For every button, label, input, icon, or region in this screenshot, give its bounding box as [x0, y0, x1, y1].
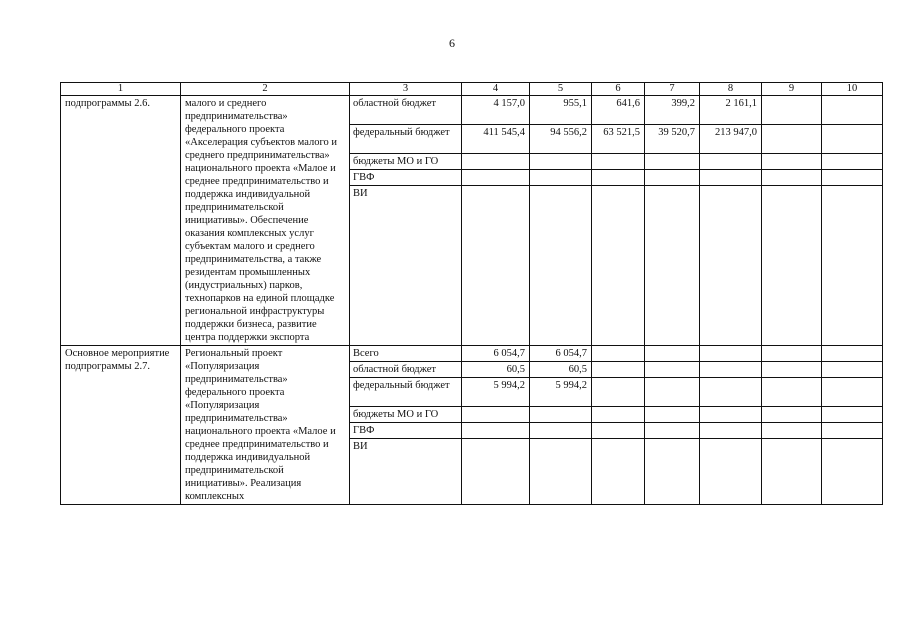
- value-cell: 6 054,7: [530, 346, 592, 362]
- value-cell: [530, 170, 592, 186]
- value-cell: 955,1: [530, 96, 592, 125]
- value-cell: [645, 170, 700, 186]
- column-header: 10: [822, 83, 883, 96]
- value-cell: [645, 378, 700, 407]
- value-cell: [592, 154, 645, 170]
- value-cell: 60,5: [462, 362, 530, 378]
- value-cell: 5 994,2: [530, 378, 592, 407]
- value-cell: 6 054,7: [462, 346, 530, 362]
- value-cell: 2 161,1: [700, 96, 762, 125]
- value-cell: [645, 423, 700, 439]
- value-cell: [762, 96, 822, 125]
- value-cell: [592, 362, 645, 378]
- value-cell: 5 994,2: [462, 378, 530, 407]
- value-cell: [700, 439, 762, 505]
- source-cell: Всего: [350, 346, 462, 362]
- value-cell: [762, 346, 822, 362]
- value-cell: [462, 439, 530, 505]
- value-cell: [645, 362, 700, 378]
- source-cell: ГВФ: [350, 423, 462, 439]
- value-cell: [462, 170, 530, 186]
- page-number: 6: [449, 36, 455, 50]
- table-row: [61, 96, 883, 125]
- column-header: 7: [645, 83, 700, 96]
- table-row: [61, 346, 883, 362]
- value-cell: [700, 170, 762, 186]
- value-cell: [592, 423, 645, 439]
- column-header: 5: [530, 83, 592, 96]
- value-cell: [762, 362, 822, 378]
- value-cell: [762, 154, 822, 170]
- value-cell: [700, 423, 762, 439]
- value-cell: [645, 407, 700, 423]
- value-cell: [592, 346, 645, 362]
- source-cell: бюджеты МО и ГО: [350, 154, 462, 170]
- value-cell: [592, 439, 645, 505]
- value-cell: [700, 362, 762, 378]
- value-cell: [822, 154, 883, 170]
- value-cell: [530, 439, 592, 505]
- value-cell: [822, 439, 883, 505]
- value-cell: [822, 423, 883, 439]
- value-cell: [762, 125, 822, 154]
- value-cell: [700, 407, 762, 423]
- source-cell: федеральный бюджет: [350, 378, 462, 407]
- source-cell: ВИ: [350, 439, 462, 505]
- value-cell: [762, 378, 822, 407]
- source-cell: областной бюджет: [350, 96, 462, 125]
- source-cell: ГВФ: [350, 170, 462, 186]
- source-cell: бюджеты МО и ГО: [350, 407, 462, 423]
- value-cell: 213 947,0: [700, 125, 762, 154]
- value-cell: 94 556,2: [530, 125, 592, 154]
- value-cell: [700, 378, 762, 407]
- program-cell: Основное мероприятие подпрограммы 2.7.: [61, 346, 181, 505]
- source-cell: федеральный бюджет: [350, 125, 462, 154]
- value-cell: [592, 407, 645, 423]
- column-header: 1: [61, 83, 181, 96]
- value-cell: [592, 170, 645, 186]
- value-cell: [762, 170, 822, 186]
- value-cell: [645, 439, 700, 505]
- value-cell: [822, 170, 883, 186]
- value-cell: 411 545,4: [462, 125, 530, 154]
- value-cell: 399,2: [645, 96, 700, 125]
- value-cell: [592, 378, 645, 407]
- value-cell: [822, 125, 883, 154]
- value-cell: [530, 423, 592, 439]
- value-cell: [822, 96, 883, 125]
- value-cell: [530, 154, 592, 170]
- value-cell: [645, 346, 700, 362]
- value-cell: [700, 346, 762, 362]
- budget-table: [60, 82, 883, 505]
- value-cell: [822, 378, 883, 407]
- source-cell: ВИ: [350, 186, 462, 346]
- value-cell: 60,5: [530, 362, 592, 378]
- value-cell: [762, 423, 822, 439]
- value-cell: [462, 154, 530, 170]
- value-cell: [462, 423, 530, 439]
- value-cell: 39 520,7: [645, 125, 700, 154]
- value-cell: [822, 186, 883, 346]
- value-cell: [762, 186, 822, 346]
- value-cell: [645, 154, 700, 170]
- value-cell: [700, 186, 762, 346]
- column-header: 6: [592, 83, 645, 96]
- value-cell: [762, 407, 822, 423]
- source-cell: областной бюджет: [350, 362, 462, 378]
- value-cell: [762, 439, 822, 505]
- description-cell: малого и среднего предпринимательства» федерального проекта «Акселерация субъектов малого и среднего предпринимательства» национального проекта «Малое и среднее предпринимательство и поддержка индивидуальной предпринимательской инициативы». Обеспечение оказания комплексных услуг субъектам малого и среднего предпринимательства, а также резидентам промышленных (индустриальных) парков, технопарков на единой площадке региональной инфраструктуры поддержки бизнеса, развитие центра поддержки экспорта: [181, 96, 350, 346]
- value-cell: [462, 186, 530, 346]
- value-cell: 63 521,5: [592, 125, 645, 154]
- value-cell: [822, 362, 883, 378]
- column-header: 3: [350, 83, 462, 96]
- column-header: 8: [700, 83, 762, 96]
- value-cell: 4 157,0: [462, 96, 530, 125]
- value-cell: [530, 186, 592, 346]
- value-cell: 641,6: [592, 96, 645, 125]
- column-header: 4: [462, 83, 530, 96]
- value-cell: [462, 407, 530, 423]
- program-cell: подпрограммы 2.6.: [61, 96, 181, 346]
- value-cell: [645, 186, 700, 346]
- column-header: 9: [762, 83, 822, 96]
- value-cell: [822, 407, 883, 423]
- value-cell: [822, 346, 883, 362]
- description-cell: Региональный проект «Популяризация предпринимательства» федерального проекта «Популяризация предпринимательства» национального проекта «Малое и среднее предпринимательство и поддержка индивидуальной предпринимательской инициативы». Реализация комплексных: [181, 346, 350, 505]
- column-header: 2: [181, 83, 350, 96]
- value-cell: [530, 407, 592, 423]
- value-cell: [700, 154, 762, 170]
- header-row: [61, 83, 883, 96]
- value-cell: [592, 186, 645, 346]
